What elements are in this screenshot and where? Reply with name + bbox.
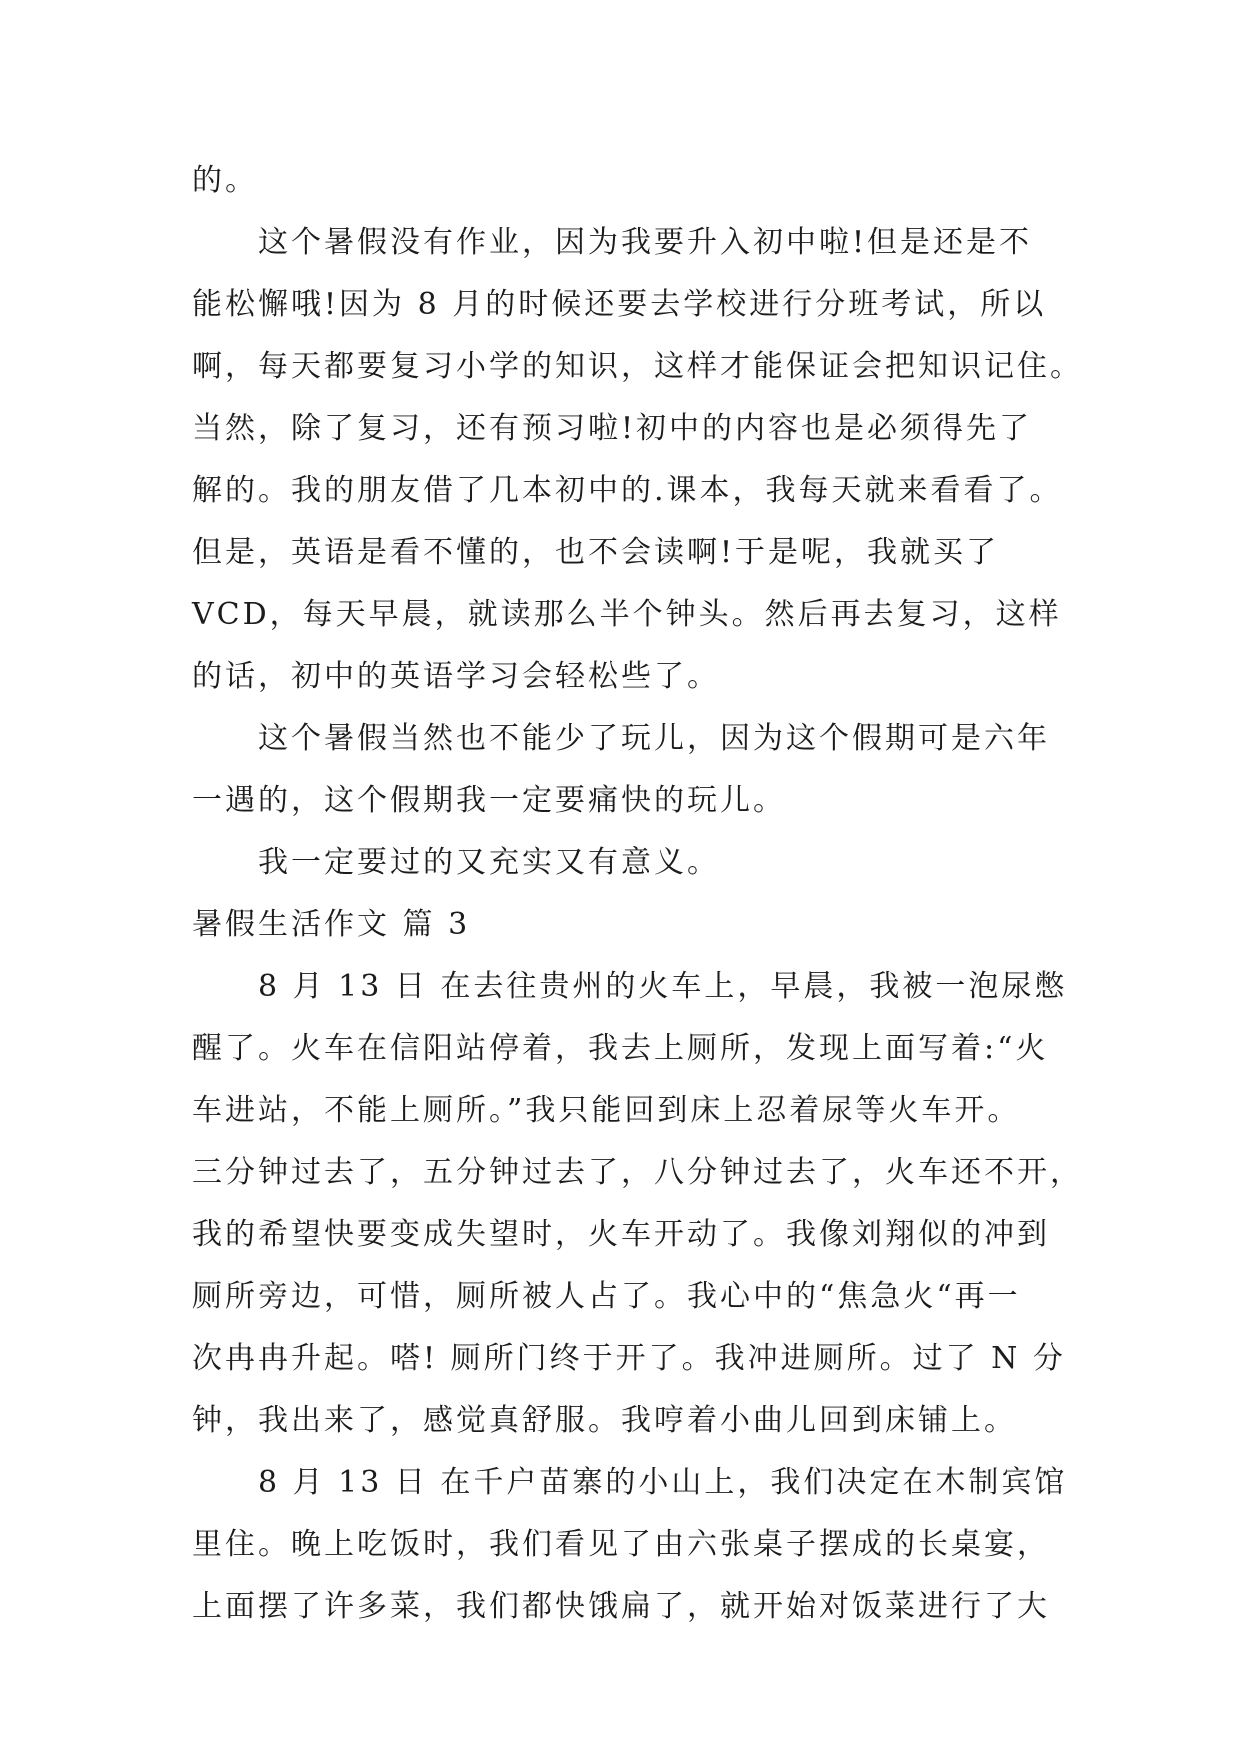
text-line: 这个暑假当然也不能少了玩儿，因为这个假期可是六年	[192, 721, 1050, 756]
text-line: 一遇的，这个假期我一定要痛快的玩儿。	[192, 783, 786, 818]
text-line: 啊，每天都要复习小学的知识，这样才能保证会把知识记住。	[192, 349, 1083, 384]
text-line: 能松懈哦!因为 8 月的时候还要去学校进行分班考试，所以	[192, 287, 1047, 322]
text-line: 8 月 13 日 在千户苗寨的小山上，我们决定在木制宾馆	[192, 1465, 1068, 1500]
text-line: 这个暑假没有作业，因为我要升入初中啦!但是还是不	[192, 225, 1033, 260]
text-line: 醒了。火车在信阳站停着，我去上厕所，发现上面写着:“火	[192, 1031, 1049, 1066]
essay-text	[192, 150, 1083, 1638]
text-line: 厕所旁边，可惜，厕所被人占了。我心中的“焦急火“再一	[192, 1279, 1021, 1314]
text-line: 的话，初中的英语学习会轻松些了。	[192, 659, 720, 694]
text-line: 我一定要过的又充实又有意义。	[192, 845, 720, 880]
text-line: 解的。我的朋友借了几本初中的.课本，我每天就来看看了。	[192, 473, 1063, 508]
text-line: 次冉冉升起。嗒! 厕所门终于开了。我冲进厕所。过了 N 分	[192, 1341, 1066, 1376]
text-line: 里住。晚上吃饭时，我们看见了由六张桌子摆成的长桌宴，	[192, 1527, 1050, 1562]
section-heading: 暑假生活作文 篇 3	[192, 907, 471, 942]
text-line: 当然，除了复习，还有预习啦!初中的内容也是必须得先了	[192, 411, 1033, 446]
text-line: 上面摆了许多菜，我们都快饿扁了，就开始对饭菜进行了大	[192, 1589, 1050, 1624]
text-line: 三分钟过去了，五分钟过去了，八分钟过去了，火车还不开，	[192, 1155, 1083, 1190]
text-line: 8 月 13 日 在去往贵州的火车上，早晨，我被一泡尿憋	[192, 969, 1068, 1004]
text-line: 钟，我出来了，感觉真舒服。我哼着小曲儿回到床铺上。	[192, 1403, 1017, 1438]
text-line: VCD，每天早晨，就读那么半个钟头。然后再去复习，这样	[192, 597, 1062, 632]
text-line: 车进站，不能上厕所。”我只能回到床上忍着尿等火车开。	[192, 1093, 1021, 1128]
text-line: 我的希望快要变成失望时，火车开动了。我像刘翔似的冲到	[192, 1217, 1050, 1252]
text-line: 但是，英语是看不懂的，也不会读啊!于是呢，我就买了	[192, 535, 1000, 570]
text-line: 的。	[192, 163, 258, 198]
